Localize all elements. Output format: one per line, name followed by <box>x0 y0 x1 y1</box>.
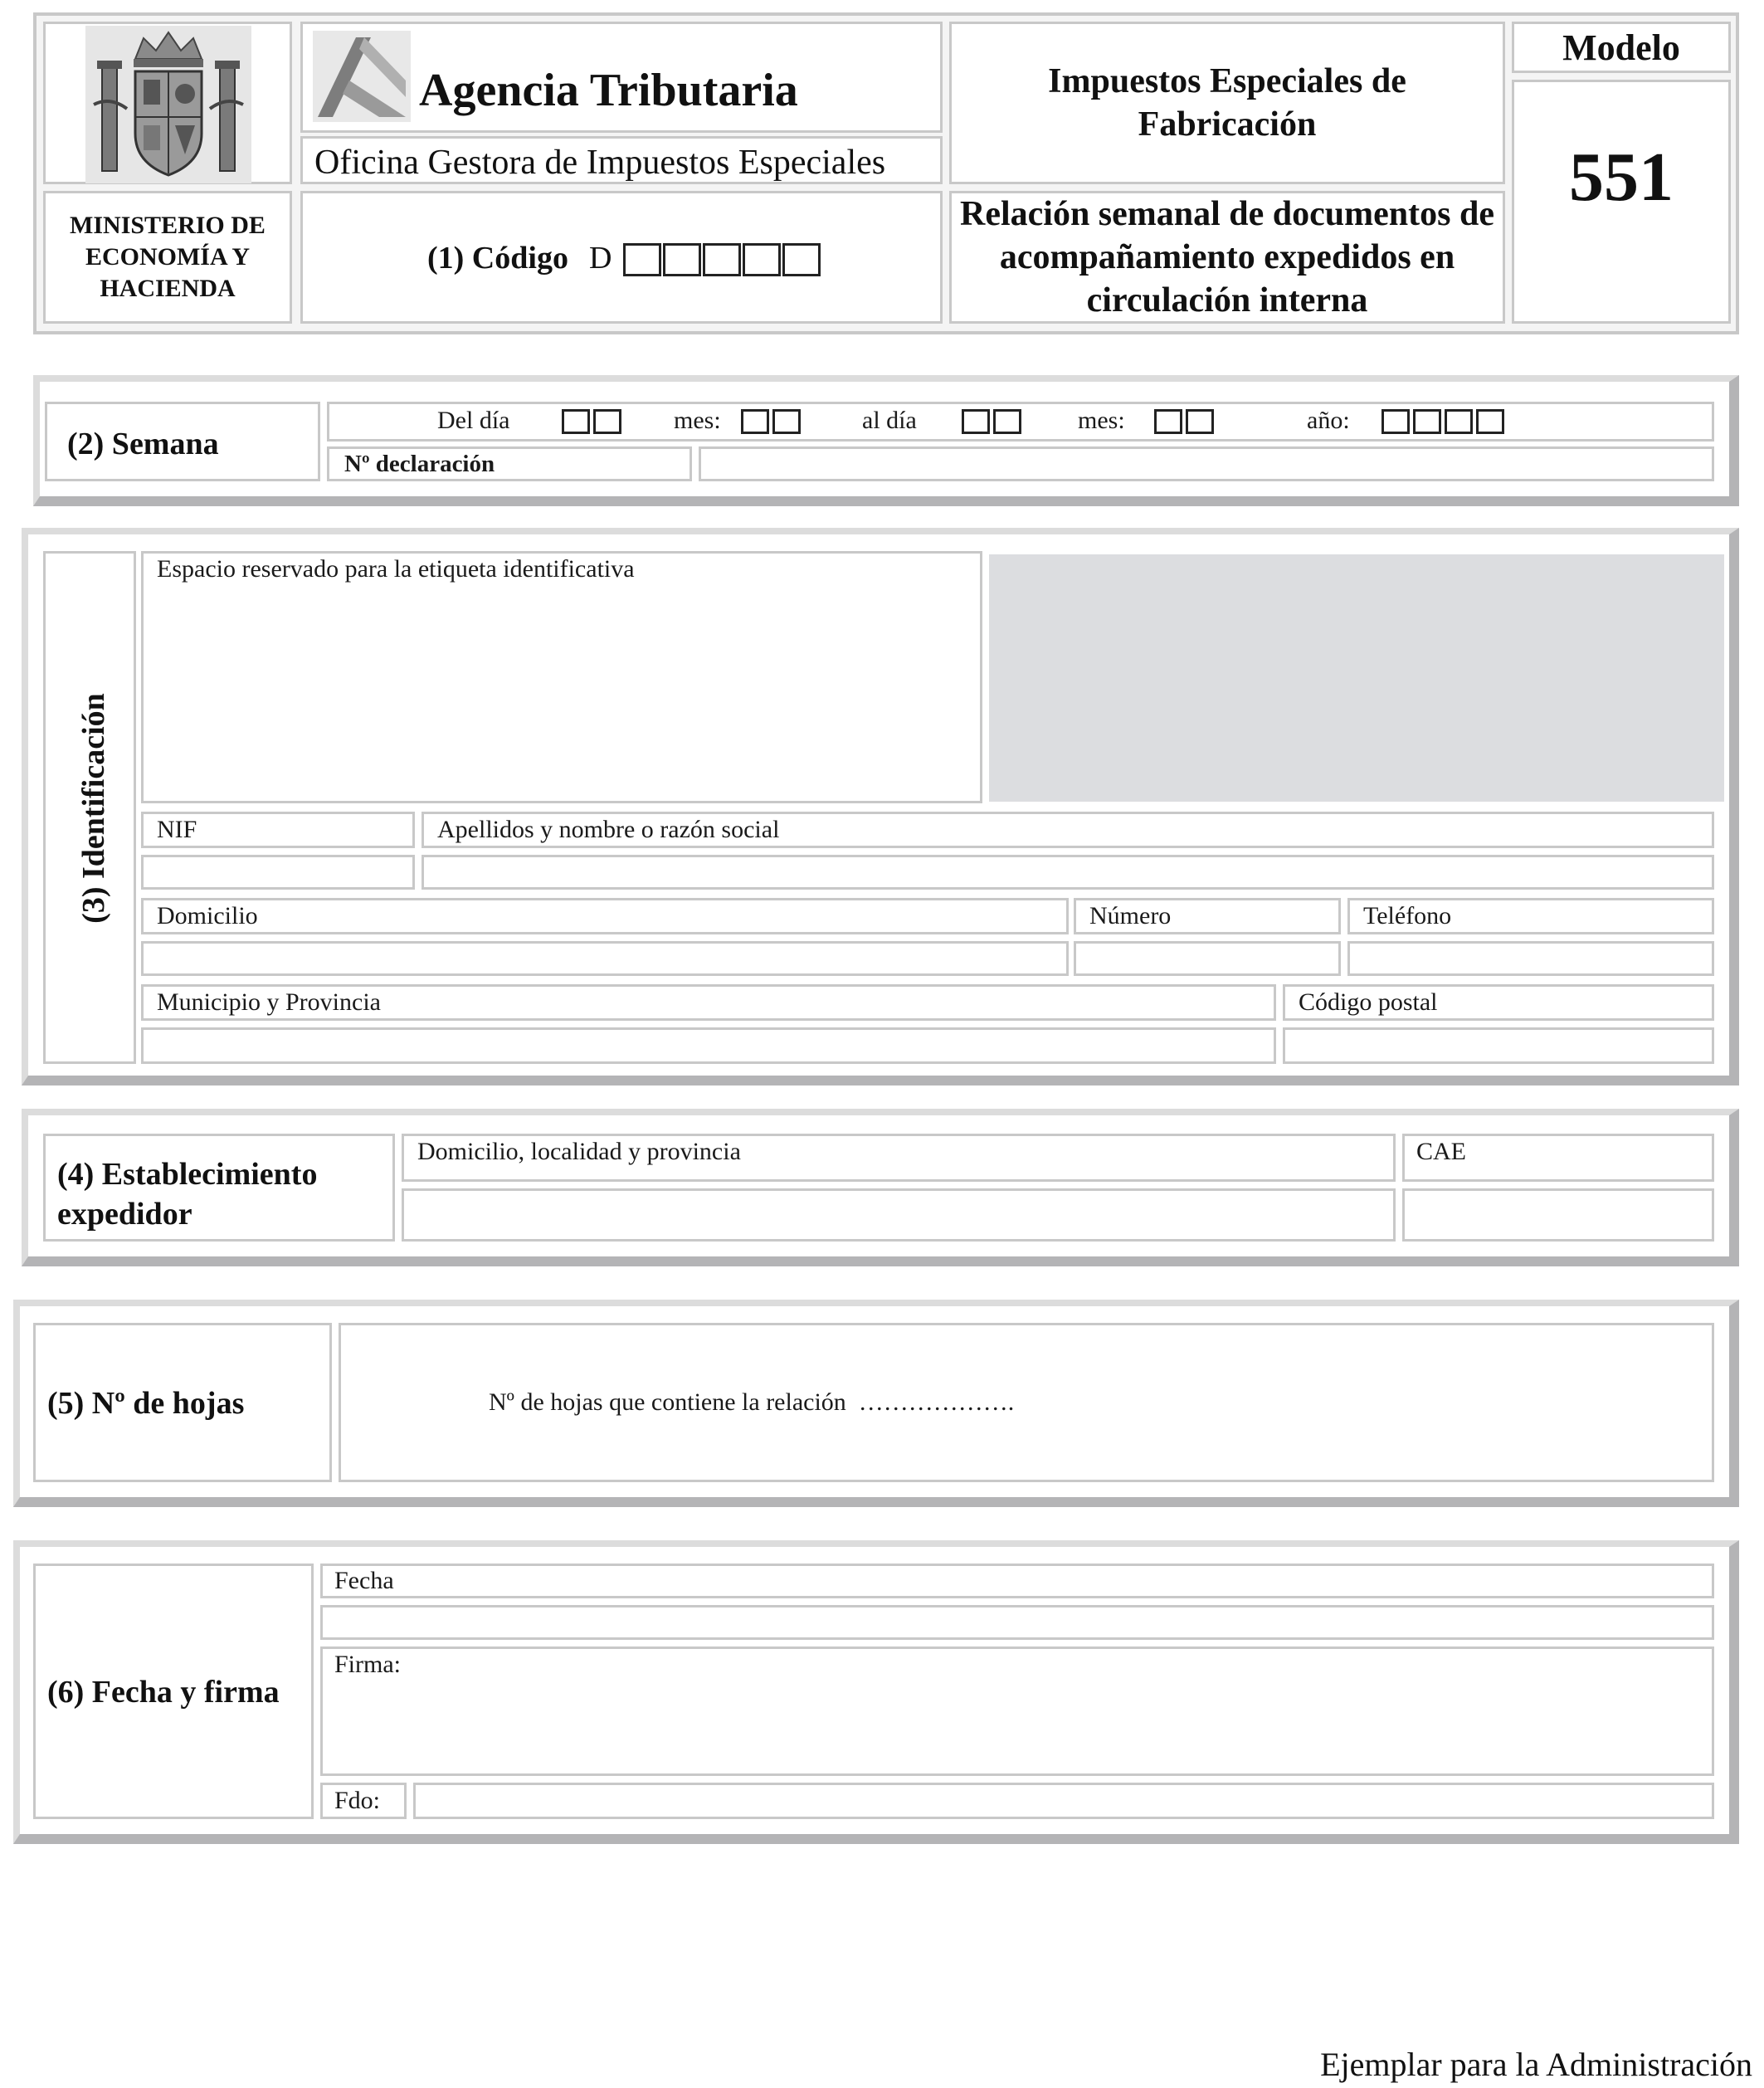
declaracion-label: Nº declaración <box>344 451 495 477</box>
footer-copy-note: Ejemplar para la Administración <box>1320 2046 1752 2083</box>
mes-label-2: mes: <box>1078 407 1125 434</box>
firma-section-label: (6) Fecha y firma <box>47 1675 280 1710</box>
shaded-reserved-area <box>989 554 1724 802</box>
modelo-number: 551 <box>1512 80 1731 324</box>
al-dia-label: al día <box>862 407 917 434</box>
code-digit-box[interactable] <box>782 243 821 276</box>
fdo-input[interactable] <box>413 1783 1714 1819</box>
domicilio-label: Domicilio <box>157 902 258 929</box>
establecimiento-label-cell <box>43 1134 395 1242</box>
al-dia-boxes[interactable] <box>962 409 1021 434</box>
firma-label-cell <box>33 1564 314 1819</box>
code-input-boxes[interactable] <box>623 243 821 276</box>
code-digit-box[interactable] <box>623 243 661 276</box>
ministry-name: MINISTERIO DE ECONOMÍA Y HACIENDA <box>43 191 292 324</box>
digit-box[interactable] <box>1381 409 1410 434</box>
modelo-label: Modelo <box>1512 22 1731 73</box>
digit-box[interactable] <box>1154 409 1182 434</box>
firma-area[interactable] <box>320 1646 1714 1776</box>
hojas-content-cell[interactable] <box>339 1323 1714 1482</box>
identificacion-label-cell <box>43 551 136 1064</box>
fecha-label: Fecha <box>334 1567 394 1594</box>
domicilio-label-cell <box>141 898 1069 934</box>
digit-box[interactable] <box>593 409 621 434</box>
cae-label: CAE <box>1416 1138 1466 1165</box>
code-label: (1) Código <box>427 241 568 276</box>
coat-of-arms-cell <box>43 22 292 184</box>
anio-label: año: <box>1307 407 1350 434</box>
fdo-label: Fdo: <box>334 1787 381 1814</box>
codigo-postal-label: Código postal <box>1299 988 1438 1016</box>
nif-label-cell <box>141 812 415 848</box>
digit-box[interactable] <box>962 409 990 434</box>
apellidos-label-cell <box>422 812 1714 848</box>
digit-box[interactable] <box>1445 409 1473 434</box>
del-dia-label: Del día <box>437 407 510 434</box>
municipio-label-cell <box>141 984 1276 1021</box>
identificacion-label: (3) Identificación <box>76 693 111 924</box>
establecimiento-label: (4) Establecimiento expedidor <box>57 1157 318 1232</box>
etiqueta-area[interactable] <box>141 551 982 803</box>
semana-label-cell <box>45 402 320 481</box>
declaracion-input[interactable] <box>699 446 1714 481</box>
digit-box[interactable] <box>993 409 1021 434</box>
agencia-tributaria-logo-icon <box>313 31 411 122</box>
semana-dates-row <box>327 402 1714 442</box>
office-name-cell <box>300 136 943 184</box>
office-name: Oficina Gestora de Impuestos Especiales <box>314 144 886 182</box>
codigo-postal-label-cell <box>1283 984 1714 1021</box>
fecha-label-cell <box>320 1564 1714 1598</box>
digit-box[interactable] <box>772 409 801 434</box>
hojas-text: Nº de hojas que contiene la relación ………………. <box>489 1388 1015 1416</box>
tax-title: Impuestos Especiales de Fabricación <box>949 22 1505 184</box>
apellidos-input[interactable] <box>422 855 1714 890</box>
mes-boxes-2[interactable] <box>1154 409 1214 434</box>
code-digit-box[interactable] <box>703 243 741 276</box>
cae-label-cell <box>1402 1134 1714 1182</box>
cae-input[interactable] <box>1402 1188 1714 1242</box>
code-cell <box>300 191 943 324</box>
firma-label: Firma: <box>334 1651 401 1678</box>
code-digit-box[interactable] <box>743 243 781 276</box>
hojas-label-cell <box>33 1323 332 1482</box>
agency-cell <box>300 22 943 133</box>
nif-label: NIF <box>157 816 197 843</box>
anio-boxes[interactable] <box>1381 409 1504 434</box>
declaracion-label-cell <box>327 446 692 481</box>
fecha-input[interactable] <box>320 1605 1714 1640</box>
telefono-input[interactable] <box>1347 941 1714 976</box>
domicilio-input[interactable] <box>141 941 1069 976</box>
code-digit-box[interactable] <box>663 243 701 276</box>
municipio-label: Municipio y Provincia <box>157 988 381 1016</box>
agency-name: Agencia Tributaria <box>419 65 798 116</box>
establecimiento-domicilio-input[interactable] <box>402 1188 1396 1242</box>
code-prefix: D <box>589 241 612 276</box>
del-dia-boxes[interactable] <box>562 409 621 434</box>
numero-input[interactable] <box>1074 941 1341 976</box>
numero-label-cell <box>1074 898 1341 934</box>
numero-label: Número <box>1089 902 1172 929</box>
telefono-label: Teléfono <box>1363 902 1452 929</box>
digit-box[interactable] <box>562 409 590 434</box>
mes-boxes-1[interactable] <box>741 409 801 434</box>
digit-box[interactable] <box>1413 409 1441 434</box>
digit-box[interactable] <box>1186 409 1214 434</box>
semana-label: (2) Semana <box>67 427 219 461</box>
digit-box[interactable] <box>1476 409 1504 434</box>
establecimiento-domicilio-label-cell <box>402 1134 1396 1182</box>
etiqueta-label: Espacio reservado para la etiqueta identificativa <box>157 555 635 583</box>
mes-label-1: mes: <box>674 407 721 434</box>
digit-box[interactable] <box>741 409 769 434</box>
fdo-label-cell <box>320 1783 407 1819</box>
spain-coat-of-arms-icon <box>85 26 251 183</box>
form-title: Relación semanal de documentos de acompañamiento expedidos en circulación interna <box>949 191 1505 324</box>
hojas-label: (5) Nº de hojas <box>47 1386 245 1421</box>
apellidos-label: Apellidos y nombre o razón social <box>437 816 780 843</box>
codigo-postal-input[interactable] <box>1283 1027 1714 1064</box>
municipio-input[interactable] <box>141 1027 1276 1064</box>
nif-input[interactable] <box>141 855 415 890</box>
telefono-label-cell <box>1347 898 1714 934</box>
establecimiento-domicilio-label: Domicilio, localidad y provincia <box>417 1138 741 1165</box>
